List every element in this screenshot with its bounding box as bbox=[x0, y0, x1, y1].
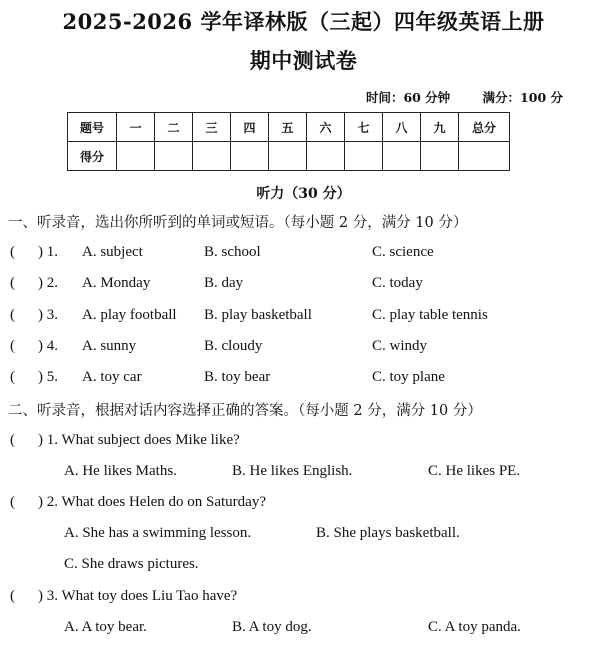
question-text: ) 1. What subject does Mike like? bbox=[38, 432, 240, 448]
option-b: B. A toy dog. bbox=[232, 619, 312, 635]
option-c: C. A toy panda. bbox=[428, 619, 521, 635]
item-number: ) 3. bbox=[38, 307, 58, 323]
score-table-cell: 八 bbox=[383, 113, 421, 142]
answer-paren[interactable]: ( bbox=[10, 307, 15, 323]
option-a: A. subject bbox=[82, 244, 143, 260]
full-score-label: 满分：100 分 bbox=[482, 90, 563, 105]
score-input-cell[interactable] bbox=[193, 142, 231, 171]
option-c: C. windy bbox=[372, 338, 428, 354]
score-table-cell: 四 bbox=[231, 113, 269, 142]
score-input-cell[interactable] bbox=[421, 142, 459, 171]
score-input-cell[interactable] bbox=[155, 142, 193, 171]
score-table-cell: 五 bbox=[269, 113, 307, 142]
score-table-cell: 总分 bbox=[459, 113, 510, 142]
option-c: C. He likes PE. bbox=[428, 463, 521, 479]
option-a: A. Monday bbox=[82, 275, 151, 291]
answer-paren[interactable]: ( bbox=[10, 244, 15, 260]
score-table-cell: 三 bbox=[193, 113, 231, 142]
score-input-cell[interactable] bbox=[383, 142, 421, 171]
option-c: C. today bbox=[372, 275, 423, 291]
score-table-cell: 题号 bbox=[68, 113, 117, 142]
item-number: ) 1. bbox=[38, 244, 58, 260]
option-a: A. He likes Maths. bbox=[64, 463, 177, 479]
answer-paren[interactable]: ( bbox=[10, 369, 15, 385]
option-a: A. A toy bear. bbox=[64, 619, 147, 635]
exam-subtitle: 期中测试卷 bbox=[249, 48, 358, 73]
option-a: A. toy car bbox=[82, 369, 142, 385]
option-b: B. school bbox=[204, 244, 261, 260]
option-b: B. She plays basketball. bbox=[316, 525, 460, 541]
time-label: 时间：60 分钟 bbox=[365, 90, 451, 105]
score-table-score-row bbox=[68, 142, 510, 171]
item-number: ) 4. bbox=[38, 338, 58, 354]
score-table-cell: 一 bbox=[117, 113, 155, 142]
score-input-cell[interactable] bbox=[231, 142, 269, 171]
question-text: ) 2. What does Helen do on Saturday? bbox=[38, 494, 266, 510]
score-input-cell[interactable] bbox=[307, 142, 345, 171]
option-b: B. day bbox=[204, 275, 244, 291]
score-table bbox=[67, 112, 510, 171]
answer-paren[interactable]: ( bbox=[10, 494, 15, 510]
option-a: A. She has a swimming lesson. bbox=[64, 525, 252, 541]
section1-heading: 一、听录音，选出你所听到的单词或短语。（每小题 2 分，满分 10 分） bbox=[8, 215, 468, 231]
exam-info bbox=[352, 88, 563, 106]
listening-title: 听力（30 分） bbox=[256, 186, 351, 202]
option-c: C. She draws pictures. bbox=[64, 556, 199, 572]
answer-paren[interactable]: ( bbox=[10, 432, 15, 448]
exam-title: 2025-2026 学年译林版（三起）四年级英语上册 bbox=[62, 9, 545, 34]
option-c: C. toy plane bbox=[372, 369, 445, 385]
score-table-cell: 七 bbox=[345, 113, 383, 142]
section2-heading: 二、听录音，根据对话内容选择正确的答案。（每小题 2 分，满分 10 分） bbox=[8, 403, 482, 419]
item-number: ) 5. bbox=[38, 369, 58, 385]
score-input-cell[interactable] bbox=[459, 142, 510, 171]
option-a: A. play football bbox=[82, 307, 177, 323]
option-b: B. He likes English. bbox=[232, 463, 353, 479]
score-input-cell[interactable] bbox=[345, 142, 383, 171]
answer-paren[interactable]: ( bbox=[10, 588, 15, 604]
option-b: B. cloudy bbox=[204, 338, 263, 354]
question-text: ) 3. What toy does Liu Tao have? bbox=[38, 588, 238, 604]
option-c: C. play table tennis bbox=[372, 307, 488, 323]
answer-paren[interactable]: ( bbox=[10, 275, 15, 291]
score-table-cell: 二 bbox=[155, 113, 193, 142]
option-b: B. play basketball bbox=[204, 307, 312, 323]
score-table-header-row bbox=[68, 113, 510, 142]
score-input-cell[interactable] bbox=[269, 142, 307, 171]
item-number: ) 2. bbox=[38, 275, 58, 291]
score-input-cell[interactable] bbox=[117, 142, 155, 171]
score-table-cell: 六 bbox=[307, 113, 345, 142]
score-table-cell: 九 bbox=[421, 113, 459, 142]
option-b: B. toy bear bbox=[204, 369, 271, 385]
answer-paren[interactable]: ( bbox=[10, 338, 15, 354]
score-table-cell: 得分 bbox=[68, 142, 117, 171]
option-c: C. science bbox=[372, 244, 434, 260]
option-a: A. sunny bbox=[82, 338, 137, 354]
